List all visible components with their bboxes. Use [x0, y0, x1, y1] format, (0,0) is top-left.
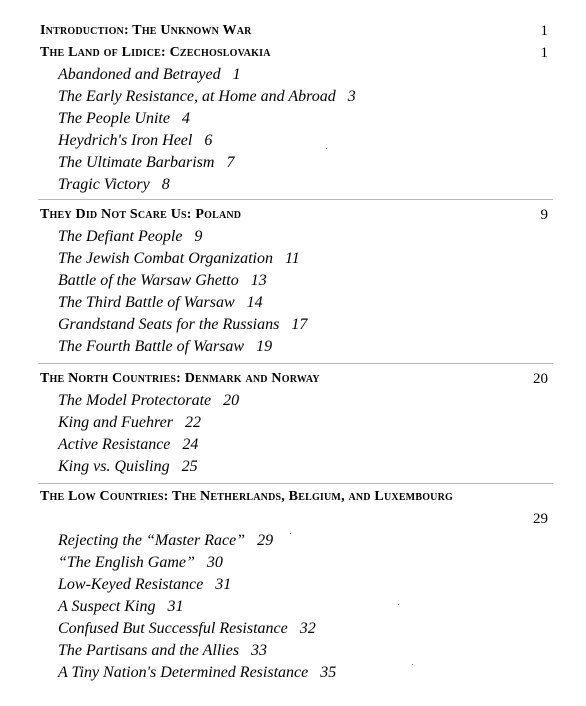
list-item	[58, 174, 548, 196]
section-title: Active Resistance	[58, 436, 171, 453]
section-title: Battle of the Warsaw Ghetto	[58, 272, 239, 289]
section-list	[40, 226, 548, 358]
section-title: The Jewish Combat Organization	[58, 250, 273, 267]
section-title: The Model Protectorate	[58, 392, 212, 409]
section-page-number: 22	[184, 414, 201, 431]
list-item	[58, 596, 548, 618]
scan-speck	[326, 148, 327, 149]
section-title: King vs. Quisling	[58, 458, 170, 475]
list-item	[58, 336, 548, 358]
section-divider	[38, 483, 553, 484]
list-item	[58, 130, 548, 152]
chapter-title: Introduction: The Unknown War	[40, 23, 252, 38]
list-item	[58, 434, 548, 456]
scan-speck	[412, 664, 413, 665]
list-item	[58, 456, 548, 478]
scan-speck	[290, 533, 291, 534]
section-page-number: 32	[299, 620, 316, 637]
chapter-title: The Low Countries: The Netherlands, Belgium, and Luxembourg	[40, 489, 453, 504]
section-page-number: 25	[181, 458, 198, 475]
section-divider	[38, 363, 553, 364]
chapter-low-countries	[40, 486, 548, 684]
section-page-number: 19	[256, 338, 273, 355]
section-title: A Tiny Nation's Determined Resistance	[58, 664, 309, 681]
chapter-title: The Land of Lidice: Czechoslovakia	[40, 45, 271, 60]
section-page-number: 1	[232, 66, 241, 83]
section-title: The Partisans and the Allies	[58, 642, 240, 659]
chapter-page-number: 20	[533, 371, 548, 387]
chapter-title: They Did Not Scare Us: Poland	[40, 207, 242, 222]
list-item	[58, 618, 548, 640]
section-page-number: 8	[161, 176, 170, 193]
section-page-number: 33	[251, 642, 268, 659]
section-page-number: 11	[284, 250, 300, 267]
section-page-number: 4	[181, 110, 190, 127]
section-title: The Fourth Battle of Warsaw	[58, 338, 245, 355]
list-item	[58, 574, 548, 596]
chapter-poland	[40, 204, 548, 358]
section-title: The Early Resistance, at Home and Abroad	[58, 88, 336, 105]
section-page-number: 35	[320, 664, 337, 681]
section-title: The Defiant People	[58, 228, 183, 245]
list-item	[58, 248, 548, 270]
list-item	[58, 530, 548, 552]
section-page-number: 31	[167, 598, 184, 615]
list-item	[58, 412, 548, 434]
section-list	[40, 390, 548, 478]
chapter-page-number: 9	[540, 207, 548, 223]
chapter-page-number: 1	[540, 45, 548, 61]
section-page-number: 29	[257, 532, 274, 549]
section-page-number: 9	[194, 228, 203, 245]
section-page-number: 17	[291, 316, 308, 333]
list-item	[58, 152, 548, 174]
section-title: Abandoned and Betrayed	[58, 66, 221, 83]
section-page-number: 7	[226, 154, 235, 171]
section-page-number: 20	[223, 392, 240, 409]
section-title: King and Fuehrer	[58, 414, 173, 431]
section-title: Confused But Successful Resistance	[58, 620, 288, 637]
section-page-number: 13	[250, 272, 267, 289]
section-title: A Suspect King	[58, 598, 156, 615]
section-list	[40, 64, 548, 196]
scan-speck	[398, 604, 399, 605]
chapter-north-countries	[40, 368, 548, 478]
section-page-number: 3	[347, 88, 356, 105]
section-page-number: 24	[182, 436, 199, 453]
list-item	[58, 552, 548, 574]
section-title: The Ultimate Barbarism	[58, 154, 215, 171]
list-item	[58, 86, 548, 108]
list-item	[58, 662, 548, 684]
section-title: Rejecting the “Master Race”	[58, 532, 246, 549]
list-item	[58, 108, 548, 130]
list-item	[58, 226, 548, 248]
section-list	[40, 530, 548, 684]
section-page-number: 30	[206, 554, 223, 571]
section-page-number: 6	[204, 132, 213, 149]
chapter-title: The North Countries: Denmark and Norway	[40, 371, 320, 386]
list-item	[58, 292, 548, 314]
section-divider	[38, 199, 553, 200]
chapter-czechoslovakia	[40, 42, 548, 196]
chapter-page-number: 29	[533, 511, 548, 527]
list-item	[58, 390, 548, 412]
list-item	[58, 640, 548, 662]
section-title: Tragic Victory	[58, 176, 150, 193]
section-title: Low-Keyed Resistance	[58, 576, 204, 593]
section-page-number: 31	[215, 576, 232, 593]
list-item	[58, 314, 548, 336]
list-item	[58, 270, 548, 292]
section-title: The People Unite	[58, 110, 170, 127]
section-title: “The English Game”	[58, 554, 195, 571]
chapter-introduction	[40, 20, 548, 42]
section-title: Heydrich's Iron Heel	[58, 132, 193, 149]
section-title: Grandstand Seats for the Russians	[58, 316, 280, 333]
chapter-page-number: 1	[540, 23, 548, 39]
list-item	[58, 64, 548, 86]
section-page-number: 14	[246, 294, 263, 311]
section-title: The Third Battle of Warsaw	[58, 294, 235, 311]
